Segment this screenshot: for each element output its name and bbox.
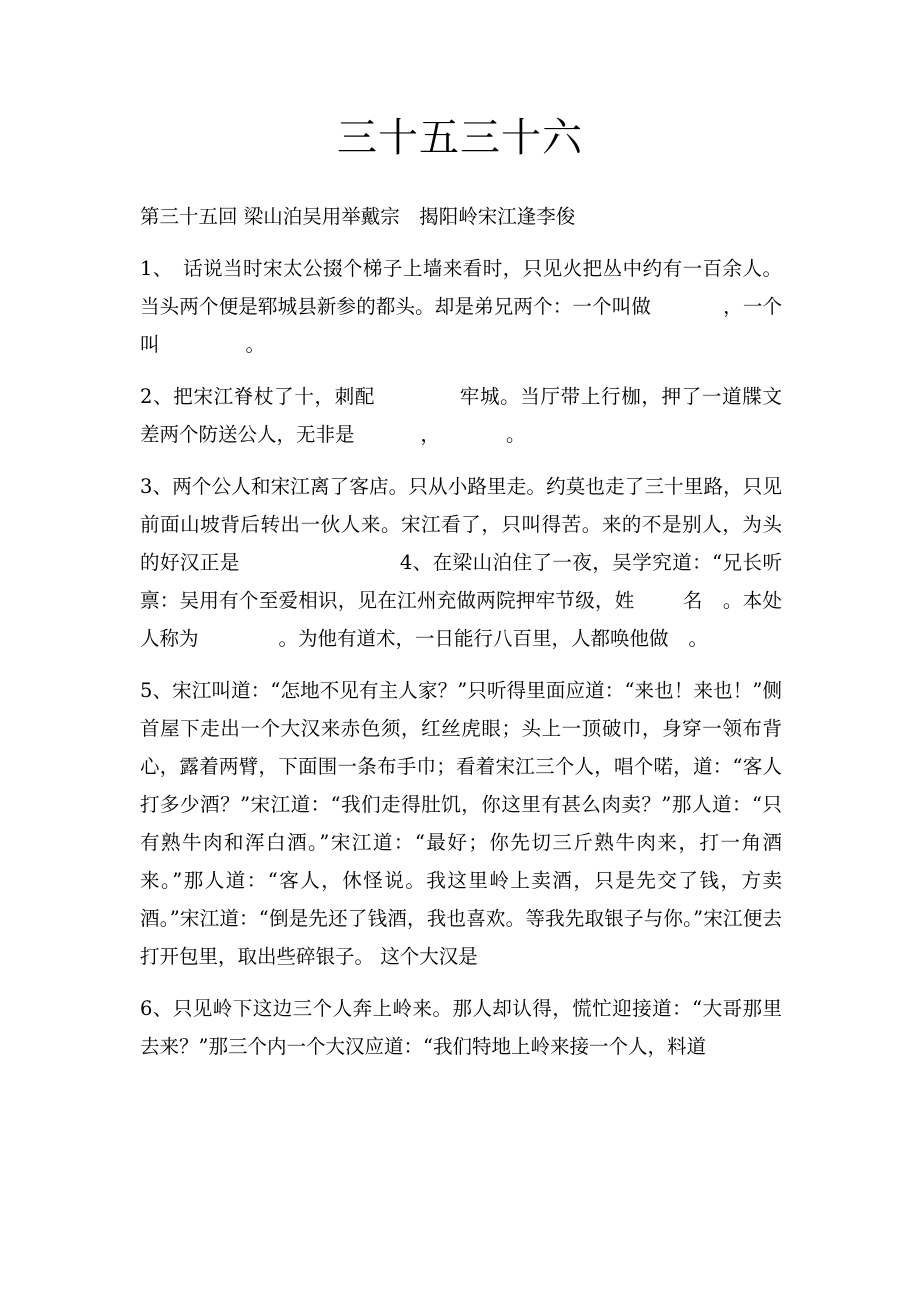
question-1-text-b: ，一个叫 [140, 295, 782, 356]
question-3-text: 3、两个公人和宋江离了客店。只从小路里走。约莫也走了三十里路，只见前面山坡背后转出一伙人来。宋江看了，只叫得苦。来的不是别人，为头的好汉正是 [140, 475, 782, 574]
question-4-text-c: 。本处人称为 [140, 589, 782, 650]
question-4-text-d: 。为他有道术，一日能行八百里，人都唤他做 [278, 627, 669, 650]
question-3-4 [140, 468, 782, 658]
question-1-text-a: 1、 话说当时宋太公掇个梯子上墙来看时，只见火把丛中约有一百余人。当头两个便是郓城县新参的都头。却是弟兄两个：一个叫做 [140, 257, 782, 318]
question-2-text-b: 牢城。当厅带上行枷，押了一道牒文差两个防送公人，无非是 [140, 385, 782, 446]
page-title: 三十五三十六 [337, 115, 583, 161]
document-body [140, 198, 782, 1080]
question-6: 6、只见岭下这边三个人奔上岭来。那人却认得，慌忙迎接道：“大哥那里去来？”那三个内一个大汉应道：“我们特地上岭来接一个人，料道 [140, 997, 782, 1058]
question-5: 5、宋江叫道：“怎地不见有主人家？”只听得里面应道：“来也！来也！”侧首屋下走出一个大汉来赤色须，红丝虎眼；头上一顶破巾，身穿一领布背心，露着两臂，下面围一条布手巾；看着宋江三个人，唱个喏，道：“客人打多少酒？”宋江道：“我们走得肚饥，你这里有甚么肉卖？”那人道：“只有熟牛肉和浑白酒。”宋江道：“最好；你先切三斤熟牛肉来，打一角酒来。”那人道：“客人，休怪说。我这里岭上卖酒，只是先交了钱，方卖酒。”宋江道：“倒是先还了钱酒，我也喜欢。等我先取银子与你。”宋江便去打开包里，取出些碎银子。 这个大汉是 [140, 679, 782, 968]
question-1 [140, 250, 782, 364]
question-1-text-c: 。 [245, 333, 266, 356]
question-4-text-e: 。 [688, 627, 709, 650]
question-4-text-a: 4、在梁山泊住了一夜，吴学究道：“兄长听禀：吴用有个至爱相识，见在江州充做两院押牢节级，姓 [140, 551, 782, 612]
chapter-heading: 第三十五回 梁山泊吴用举戴宗 揭阳岭宋江逢李俊 [140, 205, 576, 228]
question-2-text-a: 2、把宋江脊杖了十，刺配 [140, 385, 376, 408]
question-2-text-d: 。 [506, 423, 526, 446]
question-4-text-b: 名 [682, 589, 703, 612]
question-2-text-c: ， [420, 423, 441, 446]
question-2 [140, 378, 782, 454]
